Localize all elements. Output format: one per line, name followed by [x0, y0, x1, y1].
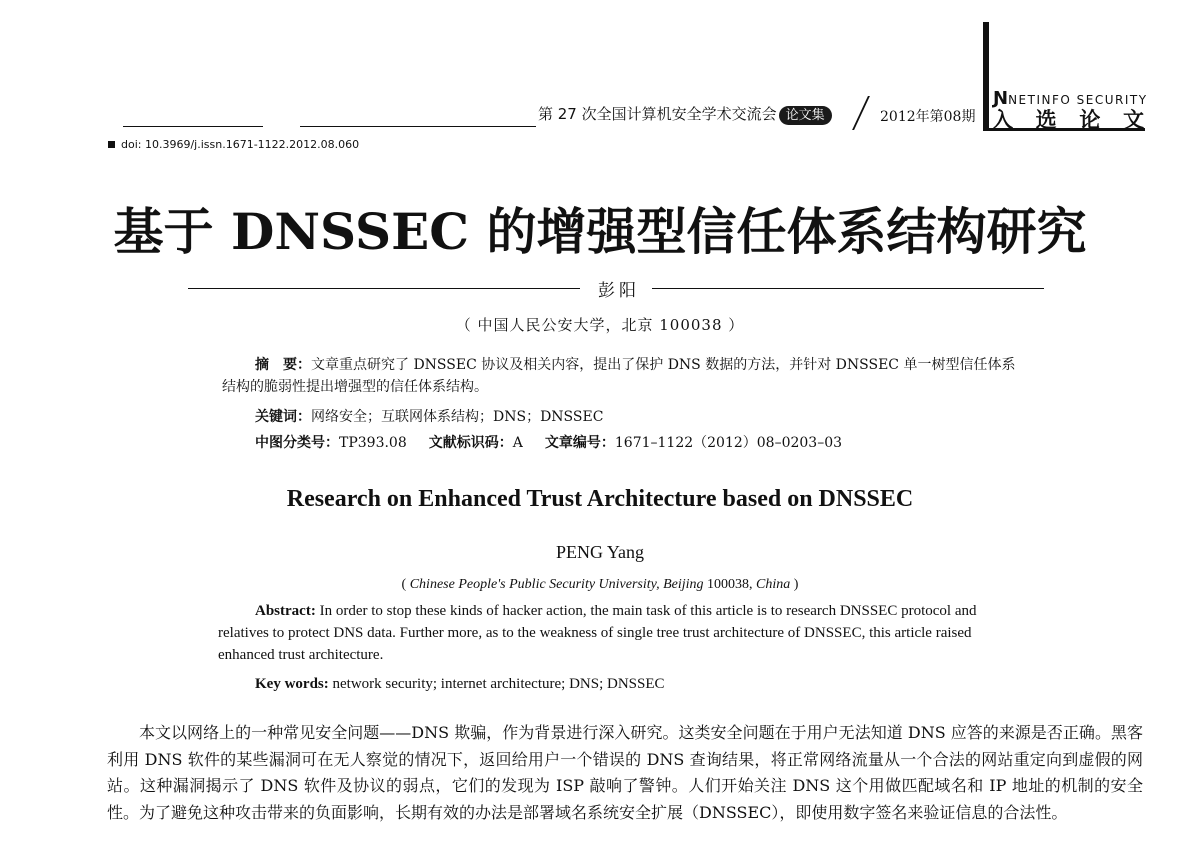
classification-line [255, 432, 842, 452]
brand-name: NETINFO SECURITY [1008, 93, 1148, 107]
affiliation-en-close: ) [790, 577, 799, 592]
header-rule-left [123, 126, 263, 127]
doi-text: doi: 10.3969/j.issn.1671-1122.2012.08.060 [121, 138, 360, 151]
author-rule-right [652, 288, 1044, 289]
issue-label: 2012年第08期 [880, 109, 976, 125]
section-char: 入 [992, 108, 1013, 132]
author-name-en: PENG Yang [555, 542, 645, 562]
brand-vertical-bar [983, 22, 989, 130]
affiliation-en-open: ( [401, 577, 410, 592]
abstract-en-label: Abstract: [255, 603, 316, 619]
header-rule-middle [300, 126, 536, 127]
doc-code-label: 文献标识码： [428, 435, 513, 451]
clc-value: TP393.08 [339, 435, 407, 451]
conference-label: 第 27 次全国计算机安全学术交流会 [538, 105, 777, 123]
section-char: 文 [1122, 108, 1144, 132]
body-paragraph: 本文以网络上的一种常见安全问题——DNS 欺骗，作为背景进行深入研究。这类安全问题在于用户无法知道 DNS 应答的来源是否正确。黑客利用 DNS 软件的某些漏洞可在无人察觉的情况下，返回给用户一个错误的 DNS 查询结果，将正常网络流量从一个合法的网站重定向到虚假的网站。这种漏洞揭示了 DNS 软件及协议的弱点，它们的发现为 ISP 敲响了警钟。人们开始关注 DNS 这个用做匹配域名和 IP 地址的机制的安全性。为了避免这种攻击带来的负面影响，长期有效的办法是部署域名系统安全扩展（DNSSEC），即使用数字签名来验证信息的合法性。 [107, 723, 1143, 822]
proceedings-badge: 论文集 [779, 106, 832, 125]
section-char: 论 [1079, 108, 1101, 132]
abstract-cn-label: 摘 要： [255, 357, 311, 373]
author-rule-left [188, 288, 580, 289]
affiliation-en [0, 577, 1200, 593]
section-label [992, 104, 1144, 134]
section-char: 选 [1035, 108, 1057, 132]
abstract-en [218, 600, 1024, 666]
doi-marker-icon [108, 141, 115, 148]
affiliation-en-country: China [756, 577, 791, 592]
keywords-cn-text: 网络安全；互联网体系结构；DNS；DNSSEC [311, 409, 604, 425]
abstract-cn-text: 文章重点研究了 DNSSEC 协议及相关内容，提出了保护 DNS 数据的方法，并针对 DNSSEC 单一树型信任体系结构的脆弱性提出增强型的信任体系结构。 [222, 357, 1016, 395]
keywords-en [255, 676, 665, 693]
doc-code-value: A [512, 435, 523, 451]
paper-title-en: Research on Enhanced Trust Architecture based on DNSSEC [286, 486, 914, 512]
article-number-value: 1671–1122（2012）08–0203–03 [614, 435, 843, 451]
keywords-cn-label: 关键词： [255, 409, 311, 425]
header-slash [852, 96, 870, 130]
keywords-en-text: network security; internet architecture; DNS; DNSSEC [328, 676, 665, 692]
paper-title-cn: 基于 DNSSEC 的增强型信任体系结构研究 [113, 202, 1087, 261]
brand-logo: Ɲ [993, 88, 1009, 109]
author-name-cn: 彭阳 [598, 281, 640, 301]
clc-label: 中图分类号： [255, 435, 339, 451]
affiliation-cn: （ 中国人民公安大学，北京 100038 ） [455, 316, 745, 334]
article-number-label: 文章编号： [544, 435, 615, 451]
abstract-en-text: In order to stop these kinds of hacker action, the main task of this article is to research DNSSEC protocol and relatives to protect DNS data. Further more, as to the weakness of single tree trust architecture of DNSSEC, this article raised enhanced trust architecture. [218, 603, 977, 663]
keywords-cn [255, 406, 603, 426]
abstract-cn [222, 354, 1028, 398]
doi-line [108, 138, 359, 151]
conference-name [538, 103, 832, 125]
affiliation-en-org: Chinese People's Public Security University, Beijing [409, 577, 704, 592]
keywords-en-label: Key words: [255, 676, 329, 692]
affiliation-en-code: 100038, [703, 577, 757, 592]
